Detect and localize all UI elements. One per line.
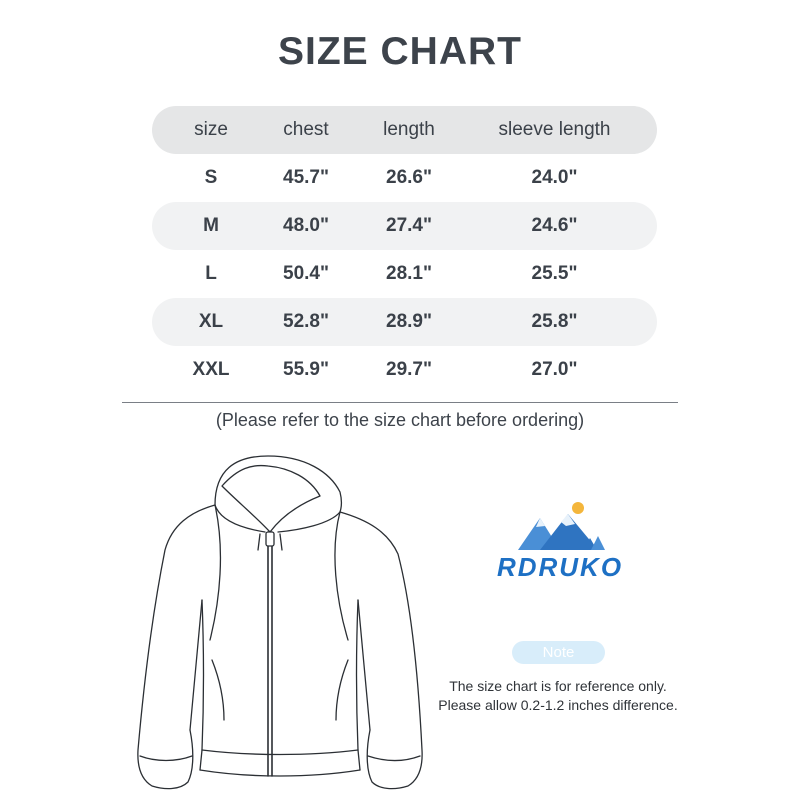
note-line-2: Please allow 0.2-1.2 inches difference. <box>438 697 678 713</box>
note-badge: Note <box>512 641 605 664</box>
sleeve-length-cell: 25.8" <box>531 311 578 332</box>
table-header-row <box>152 106 657 154</box>
chest-cell: 55.9" <box>283 359 329 380</box>
chest-cell: 52.8" <box>283 311 329 332</box>
table-row <box>152 154 657 202</box>
header-size: size <box>194 119 228 140</box>
size-table <box>152 106 657 394</box>
sleeve-length-cell: 27.0" <box>531 359 578 380</box>
brand-logo: RDRUKO <box>496 552 624 582</box>
header-chest: chest <box>283 119 329 140</box>
note-text <box>410 677 706 715</box>
page-title: SIZE CHART <box>278 30 522 73</box>
sleeve-length-cell: 24.0" <box>531 167 578 188</box>
length-cell: 28.9" <box>386 311 432 332</box>
table-row <box>152 346 657 394</box>
sleeve-length-cell: 25.5" <box>531 263 578 284</box>
length-cell: 27.4" <box>386 215 432 236</box>
note-line-1: The size chart is for reference only. <box>449 678 667 694</box>
refer-note: (Please refer to the size chart before ordering) <box>215 410 585 430</box>
chest-cell: 48.0" <box>283 215 329 236</box>
hoodie-illustration <box>120 450 440 795</box>
header-length: length <box>383 119 435 140</box>
size-cell: M <box>203 215 219 236</box>
size-cell: L <box>205 263 217 284</box>
length-cell: 29.7" <box>386 359 432 380</box>
chest-cell: 45.7" <box>283 167 329 188</box>
chest-cell: 50.4" <box>283 263 329 284</box>
size-cell: XXL <box>192 359 230 380</box>
table-row <box>152 202 657 250</box>
divider <box>122 402 678 403</box>
table-row <box>152 298 657 346</box>
length-cell: 26.6" <box>386 167 432 188</box>
sleeve-length-cell: 24.6" <box>531 215 578 236</box>
size-cell: S <box>204 167 218 188</box>
length-cell: 28.1" <box>386 263 432 284</box>
size-cell: XL <box>198 311 224 332</box>
table-row <box>152 250 657 298</box>
header-sleeve-length: sleeve length <box>498 119 611 140</box>
